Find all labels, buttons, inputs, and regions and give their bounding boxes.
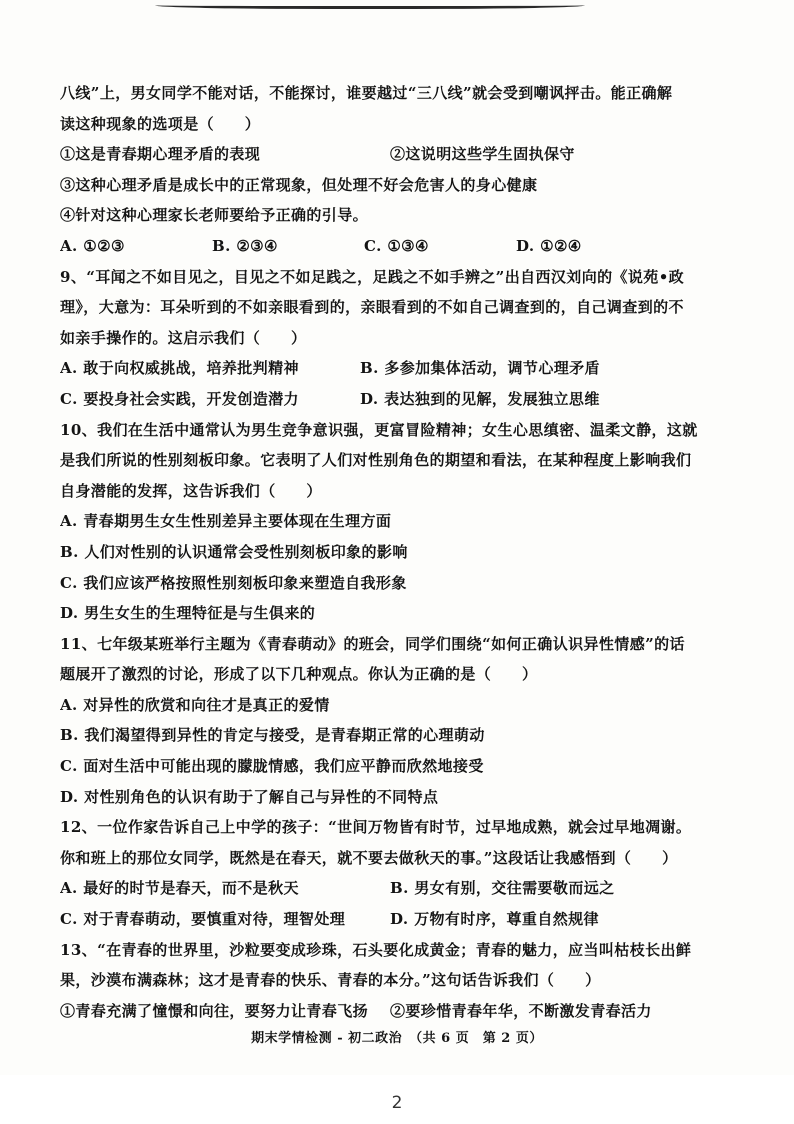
page-number: 2 bbox=[391, 1093, 403, 1113]
q12-option-a: A. 最好的时节是春天，而不是秋天 bbox=[60, 879, 299, 898]
q8-statement-4: ④针对这种心理家长老师要给予正确的引导。 bbox=[60, 206, 369, 225]
q10-stem-line-1: 10、我们在生活中通常认为男生竞争意识强，更富冒险精神；女生心思缜密、温柔文静，这就 bbox=[60, 420, 698, 439]
q8-statements-row bbox=[60, 139, 750, 170]
q8-stem-line-1: 八线”上，男女同学不能对话，不能探讨，谁要越过“三八线”就会受到嘲讽抨击。能正确解 bbox=[60, 84, 673, 102]
q13-statement-2: ②要珍惜青春年华，不断激发青春活力 bbox=[390, 1001, 652, 1020]
q12-option-d: D. 万物有时序，尊重自然规律 bbox=[390, 910, 599, 929]
q8-option-c: C. ①③④ bbox=[364, 236, 429, 255]
q10-stem-line-2: 是我们所说的性别刻板印象。它表明了人们对性别角色的期望和看法，在某种程度上影响我们 bbox=[60, 451, 692, 470]
q10-option-c: C. 我们应该严格按照性别刻板印象来塑造自我形象 bbox=[60, 573, 407, 592]
q9-option-c: C. 要投身社会实践，开发创造潜力 bbox=[60, 389, 299, 408]
q9-stem-line-2: 理》，大意为：耳朵听到的不如亲眼看到的，亲眼看到的不如自己调查到的，自己调查到的不 bbox=[60, 298, 684, 317]
q12-option-b: B. 男女有别，交往需要敬而远之 bbox=[390, 879, 615, 898]
q10-option-d: D. 男生女生的生理特征是与生俱来的 bbox=[60, 604, 316, 623]
q11-stem-line-2: 题展开了激烈的讨论，形成了以下几种观点。你认为正确的是（ ） bbox=[60, 665, 538, 684]
q9-option-a: A. 敢于向权威挑战，培养批判精神 bbox=[60, 359, 299, 378]
q11-stem-line-1: 11、七年级某班举行主题为《青春萌动》的班会，同学们围绕“如何正确认识异性情感”的话 bbox=[60, 634, 685, 653]
q8-statement-1: ①这是青春期心理矛盾的表现 bbox=[60, 145, 261, 164]
q9-option-b: B. 多参加集体活动，调节心理矛盾 bbox=[360, 359, 600, 378]
q8-statement-3: ③这种心理矛盾是成长中的正常现象，但处理不好会危害人的身心健康 bbox=[60, 175, 538, 194]
q11-option-c: C. 面对生活中可能出现的朦胧情感，我们应平静而欣然地接受 bbox=[60, 757, 484, 776]
q13-stem-line-1: 13、“在青春的世界里，沙粒要变成珍珠，石头要化成黄金；青春的魅力，应当叫枯枝长出鲜 bbox=[60, 940, 692, 959]
q9-stem-line-3: 如亲手操作的。这启示我们（ ） bbox=[60, 328, 307, 347]
q11-option-b: B. 我们渴望得到异性的肯定与接受，是青春期正常的心理萌动 bbox=[60, 726, 485, 745]
q9-options-row-1 bbox=[60, 353, 750, 384]
exam-content bbox=[60, 78, 750, 1026]
page-footer: 期末学情检测 - 初二政治 （共 6 页 第 2 页） bbox=[251, 1031, 543, 1046]
q10-option-b: B. 人们对性别的认识通常会受性别刻板印象的影响 bbox=[60, 542, 408, 561]
q11-option-a: A. 对异性的欣赏和向往才是真正的爱情 bbox=[60, 695, 330, 714]
q8-option-d: D. ①②④ bbox=[516, 236, 582, 255]
q12-options-row-2 bbox=[60, 904, 750, 935]
q12-option-c: C. 对于青春萌动，要慎重对待，理智处理 bbox=[60, 910, 346, 929]
q8-option-b: B. ②③④ bbox=[212, 236, 278, 255]
q8-statement-2: ②这说明这些学生固执保守 bbox=[390, 145, 575, 164]
q12-options-row-1 bbox=[60, 873, 750, 904]
q13-statement-1: ①青春充满了憧憬和向往，要努力让青春飞扬 bbox=[60, 1001, 369, 1020]
q12-stem-line-2: 你和班上的那位女同学，既然是在春天，就不要去做秋天的事。”这段话让我感悟到（ ） bbox=[60, 848, 678, 867]
q9-option-d: D. 表达独到的见解，发展独立思维 bbox=[360, 389, 600, 408]
q13-statements-row bbox=[60, 996, 750, 1027]
q8-option-a: A. ①②③ bbox=[60, 236, 125, 255]
q9-stem-line-1: 9、“耳闻之不如目见之，目见之不如足践之，足践之不如手辨之”出自西汉刘向的《说苑•政 bbox=[60, 267, 685, 286]
q13-stem-line-2: 果，沙漠布满森林；这才是青春的快乐、青春的本分。”这句话告诉我们（ ） bbox=[60, 971, 601, 990]
q12-stem-line-1: 12、一位作家告诉自己上中学的孩子：“世间万物皆有时节，过早地成熟，就会过早地凋谢。 bbox=[60, 818, 692, 837]
top-border-line bbox=[155, 0, 585, 9]
q10-option-a: A. 青春期男生女生性别差异主要体现在生理方面 bbox=[60, 512, 392, 531]
q11-option-d: D. 对性别角色的认识有助于了解自己与异性的不同特点 bbox=[60, 787, 439, 806]
q8-options bbox=[60, 231, 750, 262]
q8-stem-line-2: 读这种现象的选项是（ ） bbox=[60, 114, 261, 133]
q9-options-row-2 bbox=[60, 384, 750, 415]
q10-stem-line-3: 自身潜能的发挥，这告诉我们（ ） bbox=[60, 481, 322, 500]
